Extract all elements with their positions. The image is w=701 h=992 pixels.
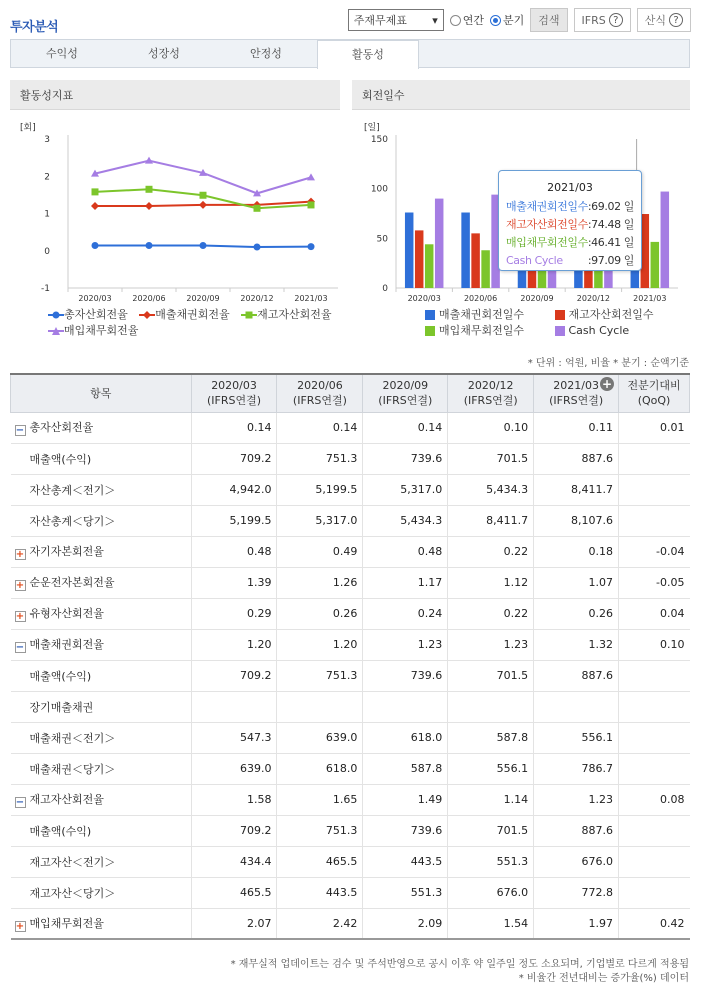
row-label: 장기매출채권 [29,700,94,714]
value-cell: 1.20 [277,629,363,660]
table-header-row [11,374,690,412]
legend-label: 총자산회전율 [64,308,128,321]
value-cell: 0.29 [191,598,277,629]
value-cell: 1.20 [191,629,277,660]
value-cell: 701.5 [448,815,534,846]
value-cell: 0.14 [277,412,363,443]
table-row [11,443,690,474]
value-cell: 709.2 [191,443,277,474]
value-cell: 887.6 [534,660,619,691]
value-cell: 1.32 [534,629,619,660]
qoq-cell [619,443,690,474]
tooltip-label: Cash Cycle [506,254,563,267]
value-cell [363,691,448,722]
row-label: 총자산회전율 [29,421,94,434]
value-cell [191,691,277,722]
qoq-cell: -0.05 [619,567,690,598]
value-cell: 0.48 [191,536,277,567]
legend-item[interactable] [48,308,128,322]
value-cell: 0.14 [191,412,277,443]
tooltip-value: :74.48 일 [587,218,634,231]
value-cell: 639.0 [277,722,363,753]
x-tick-label: 2020/12 [240,294,274,303]
y-tick-label: 2 [44,172,50,183]
col-header-basis: (IFRS연결) [207,394,262,408]
row-label-cell[interactable] [11,629,192,660]
value-cell: 0.26 [534,598,619,629]
tooltip-row [506,198,634,216]
bar [461,213,470,288]
value-cell: 0.22 [448,536,534,567]
report-type-value: 주재무제표 [353,14,407,27]
value-cell [277,691,363,722]
value-cell: 0.11 [534,412,619,443]
square-swatch-icon [555,310,565,320]
chevron-down-icon: ▾ [432,13,438,27]
page-title: 투자분석 [10,20,59,35]
square-swatch-icon [425,310,435,320]
col-header-date: 2020/09 [382,379,429,393]
legend-item[interactable] [555,324,630,338]
value-cell: 551.3 [448,846,534,877]
triangle-marker-icon [48,326,64,336]
table-row [11,567,690,598]
row-label: 매출액(수익) [29,669,92,683]
table-row [11,536,690,567]
value-cell: 2.09 [363,908,448,939]
data-point [91,202,99,210]
value-cell: 8,411.7 [448,505,534,536]
row-label: 매입채무회전율 [29,916,104,930]
value-cell: 465.5 [277,846,363,877]
y-tick-label: 100 [370,184,388,195]
value-cell: 1.23 [448,629,534,660]
value-cell: 5,199.5 [191,505,277,536]
value-cell: 0.49 [277,536,363,567]
row-label-cell[interactable] [11,412,192,443]
value-cell: 639.0 [191,753,277,784]
col-header-change: 전분기대비 [627,379,681,393]
value-cell: 618.0 [363,722,448,753]
collapse-icon[interactable]: − [15,425,25,436]
bar [415,230,424,288]
square-swatch-icon [425,326,435,336]
legend-item[interactable] [425,308,543,322]
qoq-cell [619,474,690,505]
qoq-cell [619,877,690,908]
data-point [146,186,153,193]
data-point [254,205,261,212]
value-cell: 1.17 [363,567,448,598]
table-row [11,629,690,660]
row-label: 매출채권회전율 [29,638,104,651]
qoq-cell [619,691,690,722]
value-cell: 0.24 [363,598,448,629]
row-label-cell [11,815,192,846]
legend-label: 재고자산회전율 [257,308,332,321]
value-cell: 709.2 [191,660,277,691]
value-cell: 1.23 [363,629,448,660]
value-cell: 1.65 [277,784,363,815]
series-line [95,161,311,194]
row-label-cell [11,660,192,691]
row-label-cell [11,474,192,505]
y-tick-label: 0 [44,246,50,257]
legend-label: 재고자산회전일수 [568,308,654,321]
y-unit-label: [회] [20,123,36,133]
footnote: * 재무실적 업데이트는 검수 및 주석반영으로 공시 이후 약 일주일 정도 소요되며, 기업별로 다르게 적용됨 [230,959,689,970]
value-cell: 1.39 [191,567,277,598]
value-cell: 465.5 [191,877,277,908]
table-row [11,691,690,722]
col-header-basis: (IFRS연결) [463,394,518,408]
y-tick-label: 150 [370,135,388,145]
data-point [308,243,315,250]
value-cell: 1.07 [534,567,619,598]
x-tick-label: 2020/03 [78,294,112,303]
expand-icon[interactable]: + [15,920,25,932]
collapse-icon[interactable]: − [15,797,25,808]
table-row [11,722,690,753]
help-icon: ? [609,13,623,27]
radio-quarter-circle[interactable] [490,15,501,26]
radio-quarter[interactable] [490,12,524,28]
table-row [11,908,690,939]
col-header-qoq [619,374,690,412]
data-point [92,188,99,195]
tooltip-value: :97.09 일 [587,254,634,267]
data-point [308,201,315,208]
square-swatch-icon [555,326,565,336]
qoq-cell: -0.04 [619,536,690,567]
value-cell: 0.18 [534,536,619,567]
value-cell: 547.3 [191,722,277,753]
col-header-basis: (IFRS연결) [378,394,433,408]
qoq-cell [619,815,690,846]
value-cell: 751.3 [277,443,363,474]
expand-icon[interactable]: + [15,549,25,560]
value-cell [534,691,619,722]
data-point [307,173,315,180]
circle-marker-icon [48,310,64,320]
formula-label: 산식 [644,14,666,27]
qoq-cell [619,660,690,691]
value-cell: 5,317.0 [277,505,363,536]
col-header-period [448,374,534,412]
row-label-cell [11,443,192,474]
data-point [200,192,207,199]
value-cell: 8,107.6 [534,505,619,536]
table-row [11,815,690,846]
value-cell: 1.58 [191,784,277,815]
turnover-days-panel-title: 회전일수 [352,80,690,110]
bar-chart-legend [425,308,685,340]
row-label-cell [11,846,192,877]
table-row [11,505,690,536]
legend-item[interactable] [241,308,331,322]
row-label-cell [11,691,192,722]
col-header-date: 2020/03 [211,379,257,393]
activity-ratio-panel-title: 활동성지표 [10,80,340,110]
value-cell: 443.5 [363,846,448,877]
value-cell: 676.0 [534,846,619,877]
legend-item[interactable] [48,324,138,338]
x-tick-label: 2020/06 [132,294,166,303]
row-label: 재고자산＜당기＞ [29,886,116,900]
ifrs-button[interactable] [574,8,631,32]
row-label: 매출액(수익) [29,452,92,466]
tooltip-label: 매출채권회전일수 [506,200,588,213]
value-cell: 443.5 [277,877,363,908]
col-header-date: 2021/03 [553,379,599,393]
activity-ratio-chart [10,112,340,308]
table-row [11,877,690,908]
legend-item[interactable] [139,308,229,322]
table-row [11,753,690,784]
value-cell: 701.5 [448,443,534,474]
y-tick-label: 1 [44,209,50,220]
col-header-basis: (IFRS연결) [549,394,604,408]
row-label-cell[interactable] [11,567,192,598]
collapse-icon[interactable]: − [15,642,25,653]
bar [471,233,480,288]
bar [435,199,444,288]
table-row [11,412,690,443]
help-icon: ? [669,13,683,27]
tooltip-value: :69.02 일 [587,200,634,213]
value-cell: 772.8 [534,877,619,908]
row-label-cell[interactable] [11,536,192,567]
row-label: 자산총계＜전기＞ [29,483,116,497]
value-cell: 786.7 [534,753,619,784]
report-type-select[interactable] [348,9,444,31]
value-cell: 701.5 [448,660,534,691]
value-cell: 1.49 [363,784,448,815]
line-chart-legend [48,308,340,340]
row-label: 매출채권＜당기＞ [29,762,116,776]
data-point [145,157,153,164]
y-tick-label: 3 [44,135,50,145]
value-cell: 618.0 [277,753,363,784]
table-row [11,784,690,815]
qoq-cell [619,753,690,784]
data-point [200,242,207,249]
value-cell [448,691,534,722]
value-cell: 434.4 [191,846,277,877]
y-tick-label: 0 [382,284,388,294]
value-cell: 0.10 [448,412,534,443]
row-label-cell [11,722,192,753]
row-label: 유형자산회전율 [29,607,104,620]
value-cell: 887.6 [534,443,619,474]
data-point [145,202,153,210]
col-header-period [191,374,277,412]
add-column-icon[interactable]: + [602,377,613,391]
qoq-cell [619,722,690,753]
x-tick-label: 2020/09 [186,294,220,303]
toolbar [348,8,691,32]
x-tick-label: 2020/06 [463,294,498,303]
table-row [11,846,690,877]
row-label: 순운전자본회전율 [29,576,115,589]
legend-item[interactable] [555,308,654,322]
value-cell: 1.23 [534,784,619,815]
row-label-cell [11,753,192,784]
col-header-date: 2020/12 [467,379,514,393]
value-cell: 1.26 [277,567,363,598]
row-label-cell[interactable] [11,908,192,939]
qoq-cell: 0.10 [619,629,690,660]
data-point [92,242,99,249]
value-cell: 587.8 [448,722,534,753]
value-cell: 556.1 [448,753,534,784]
value-cell: 1.97 [534,908,619,939]
tooltip-label: 매입채무회전일수 [506,236,588,249]
x-tick-label: 2020/12 [576,294,611,303]
radio-quarter-label: 분기 [503,14,525,27]
qoq-cell: 0.04 [619,598,690,629]
value-cell: 1.54 [448,908,534,939]
col-header-period [534,374,619,412]
x-tick-label: 2020/03 [407,294,441,303]
tooltip-title: 2021/03 [547,181,593,194]
footnote: * 비율간 전년대비는 증가율(%) 데이터 [518,973,689,984]
col-header-period [363,374,448,412]
y-tick-label: 50 [376,234,388,245]
search-button[interactable]: 검색 [530,8,567,32]
qoq-cell: 0.42 [619,908,690,939]
value-cell: 739.6 [363,443,448,474]
expand-icon[interactable]: + [15,580,25,591]
row-label: 자기자본회전율 [29,545,104,558]
tooltip-row [506,216,634,234]
chart-tooltip [498,170,642,271]
value-cell: 1.14 [448,784,534,815]
row-label-cell [11,877,192,908]
value-cell: 739.6 [363,815,448,846]
value-cell: 8,411.7 [534,474,619,505]
qoq-cell: 0.08 [619,784,690,815]
value-cell: 751.3 [277,660,363,691]
value-cell: 0.48 [363,536,448,567]
col-header-period [277,374,363,412]
legend-label: 매출채권회전일수 [439,308,525,321]
qoq-cell [619,846,690,877]
tab-growth[interactable]: 성장성 [148,47,180,60]
bar [425,244,434,288]
tab-profitability[interactable]: 수익성 [46,47,78,60]
legend-item[interactable] [425,324,543,338]
table-row [11,598,690,629]
expand-icon[interactable]: + [15,611,25,622]
x-tick-label: 2021/03 [633,294,667,303]
row-label: 재고자산＜전기＞ [29,855,116,869]
value-cell: 551.3 [363,877,448,908]
row-label-cell[interactable] [11,598,192,629]
ifrs-label: IFRS [581,13,606,27]
radio-annual-circle[interactable] [450,15,461,26]
row-label: 재고자산회전율 [29,793,104,806]
value-cell: 676.0 [448,877,534,908]
activity-table [10,373,690,940]
analysis-tabs [10,39,690,68]
bar [661,192,670,288]
col-header-date: 2020/06 [297,379,343,393]
col-header-item: 항목 [11,374,192,412]
tab-activity[interactable]: 활동성 [317,39,419,69]
data-point [146,242,153,249]
tooltip-row [506,252,634,270]
bar [651,242,660,288]
qoq-cell: 0.01 [619,412,690,443]
x-tick-label: 2021/03 [294,294,328,303]
tooltip-row [506,234,634,252]
legend-label: 매출채권회전율 [155,308,230,321]
row-label: 자산총계＜당기＞ [29,514,116,528]
table-row [11,660,690,691]
diamond-marker-icon [139,310,155,320]
col-header-basis: (IFRS연결) [292,394,347,408]
tab-stability[interactable]: 안정성 [250,47,282,60]
value-cell: 5,317.0 [363,474,448,505]
value-cell: 0.26 [277,598,363,629]
bar [405,213,414,288]
tooltip-label: 재고자산회전일수 [506,218,588,231]
value-cell: 2.07 [191,908,277,939]
value-cell: 2.42 [277,908,363,939]
value-cell: 0.22 [448,598,534,629]
x-tick-label: 2020/09 [520,294,554,303]
value-cell: 4,942.0 [191,474,277,505]
legend-label: 매입채무회전율 [64,324,139,337]
value-cell: 556.1 [534,722,619,753]
square-marker-icon [241,310,257,320]
value-cell: 709.2 [191,815,277,846]
value-cell: 5,434.3 [448,474,534,505]
tooltip-value: :46.41 일 [587,236,634,249]
y-tick-label: -1 [41,284,50,294]
radio-annual[interactable] [450,12,484,28]
value-cell: 5,199.5 [277,474,363,505]
value-cell: 5,434.3 [363,505,448,536]
formula-button[interactable] [637,8,691,32]
value-cell: 739.6 [363,660,448,691]
data-point [199,201,207,209]
data-point [254,244,261,251]
qoq-cell [619,505,690,536]
table-row [11,474,690,505]
legend-label: Cash Cycle [568,324,630,337]
legend-label: 매입채무회전일수 [439,324,525,337]
value-cell: 587.8 [363,753,448,784]
row-label: 매출액(수익) [29,824,92,838]
value-cell: 1.12 [448,567,534,598]
value-cell: 751.3 [277,815,363,846]
col-header-qoq-label: (QoQ) [637,394,671,408]
value-cell: 0.14 [363,412,448,443]
row-label-cell[interactable] [11,784,192,815]
row-label: 매출채권＜전기＞ [29,731,116,745]
bar [481,250,490,288]
value-cell: 887.6 [534,815,619,846]
row-label-cell [11,505,192,536]
radio-annual-label: 연간 [462,14,484,27]
unit-note: * 단위 : 억원, 비율 * 분기 : 순액기준 [527,358,689,369]
y-unit-label: [일] [364,123,380,133]
